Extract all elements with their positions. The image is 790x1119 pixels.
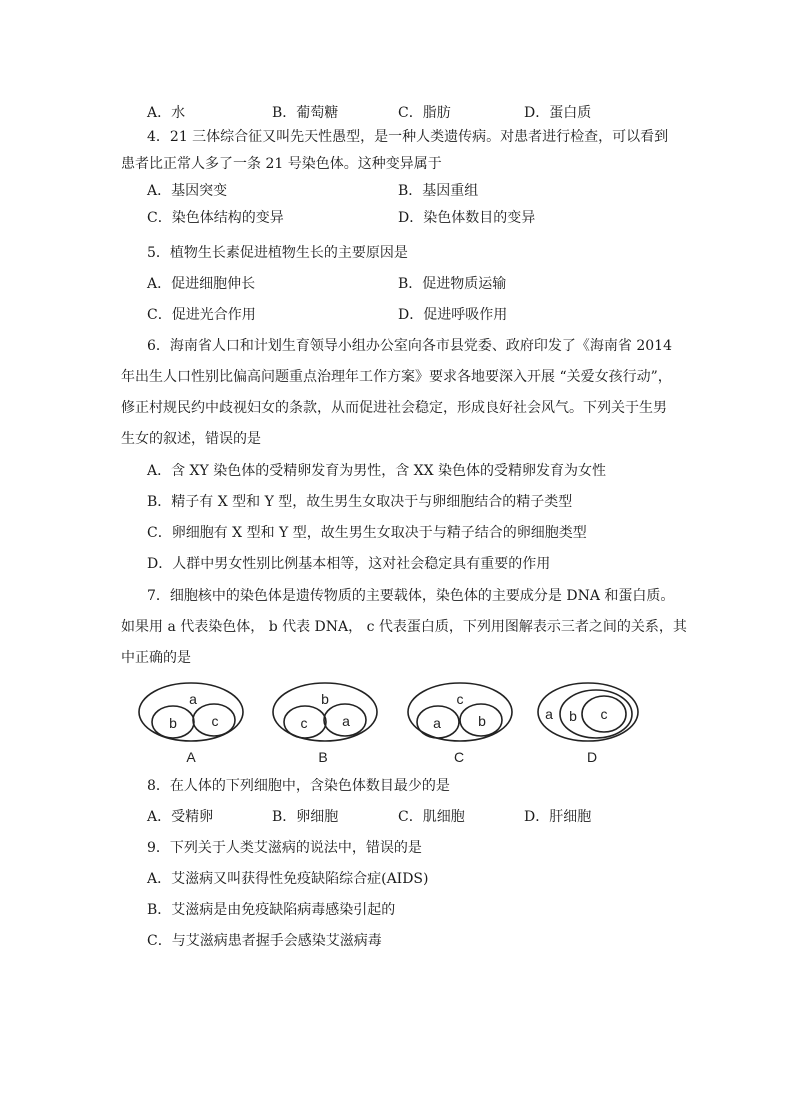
q8-option-d: D．肝细胞 bbox=[524, 809, 592, 825]
diagram-d-outer-ellipse bbox=[538, 683, 638, 741]
q6-stem-line-4: 生女的叙述，错误的是 bbox=[121, 431, 261, 447]
q8-option-c: C．肌细胞 bbox=[398, 809, 465, 825]
q6-option-d: D．人群中男女性别比例基本相等，这对社会稳定具有重要的作用 bbox=[147, 556, 551, 572]
q7-stem-line-3: 中正确的是 bbox=[121, 650, 191, 666]
q4-option-b: B．基因重组 bbox=[398, 183, 479, 199]
diagram-c-outer-label: c bbox=[456, 691, 464, 707]
q6-option-b: B．精子有 X 型和 Y 型，故生男生女取决于与卵细胞结合的精子类型 bbox=[147, 494, 573, 510]
q3-option-b: B．葡萄糖 bbox=[272, 105, 339, 121]
diagram-a-left-label: b bbox=[169, 715, 177, 731]
diagram-d-inner-label: c bbox=[600, 706, 608, 722]
q6-stem-line-3: 修正村规民约中歧视妇女的条款，从而促进社会稳定，形成良好社会风气。下列关于生男 bbox=[121, 400, 667, 416]
q6-stem-line-1: 6．海南省人口和计划生育领导小组办公室向各市县党委、政府印发了《海南省 2014 bbox=[147, 338, 672, 354]
q7-venn-diagrams bbox=[130, 676, 650, 768]
q4-option-a: A．基因突变 bbox=[147, 183, 228, 199]
diagram-b-right-label: a bbox=[342, 713, 350, 729]
diagram-b-label: B bbox=[318, 749, 328, 765]
q5-option-a: A．促进细胞伸长 bbox=[147, 276, 256, 292]
q9-option-b: B．艾滋病是由免疫缺陷病毒感染引起的 bbox=[147, 902, 396, 918]
q6-option-c: C．卵细胞有 X 型和 Y 型，故生男生女取决于与精子结合的卵细胞类型 bbox=[147, 525, 587, 541]
q5-option-b: B．促进物质运输 bbox=[398, 276, 507, 292]
diagram-d-label: D bbox=[586, 749, 598, 765]
q3-option-c: C．脂肪 bbox=[398, 105, 451, 121]
diagram-c-left-label: a bbox=[433, 715, 441, 731]
diagram-d-outer-label: a bbox=[545, 706, 553, 722]
q9-option-c: C．与艾滋病患者握手会感染艾滋病毒 bbox=[147, 933, 382, 949]
diagram-c-right-label: b bbox=[478, 713, 486, 729]
q4-option-d: D．染色体数目的变异 bbox=[398, 210, 536, 226]
q7-stem-line-1: 7．细胞核中的染色体是遗传物质的主要载体，染色体的主要成分是 DNA 和蛋白质。 bbox=[147, 588, 675, 604]
q9-option-a: A．艾滋病又叫获得性免疫缺陷综合症(AIDS) bbox=[147, 871, 429, 887]
q5-option-c: C．促进光合作用 bbox=[147, 307, 256, 323]
q4-option-c: C．染色体结构的变异 bbox=[147, 210, 284, 226]
q8-option-a: A．受精卵 bbox=[147, 809, 214, 825]
q4-stem-line-2: 患者比正常人多了一条 21 号染色体。这种变异属于 bbox=[121, 156, 442, 172]
q3-option-a: A．水 bbox=[147, 105, 186, 121]
q5-stem: 5．植物生长素促进植物生长的主要原因是 bbox=[147, 245, 408, 261]
q4-stem-line-1: 4．21 三体综合征又叫先天性愚型，是一种人类遗传病。对患者进行检查，可以看到 bbox=[147, 129, 669, 145]
diagram-b-outer-label: b bbox=[321, 691, 329, 707]
diagram-a-outer-label: a bbox=[189, 691, 197, 707]
diagram-d-middle-label: b bbox=[569, 708, 577, 724]
diagram-b-left-label: c bbox=[300, 715, 308, 731]
q6-option-a: A．含 XY 染色体的受精卵发育为男性，含 XX 染色体的受精卵发育为女性 bbox=[147, 463, 607, 479]
q7-stem-line-2: 如果用 a 代表染色体， b 代表 DNA， c 代表蛋白质，下列用图解表示三者之间的关系，其 bbox=[121, 619, 687, 635]
q3-option-d: D．蛋白质 bbox=[524, 105, 592, 121]
diagram-c-label: C bbox=[453, 749, 465, 765]
q8-stem: 8．在人体的下列细胞中，含染色体数目最少的是 bbox=[147, 778, 450, 794]
diagram-a-right-label: c bbox=[211, 713, 219, 729]
q5-option-d: D．促进呼吸作用 bbox=[398, 307, 508, 323]
diagram-a-label: A bbox=[186, 749, 196, 765]
q9-stem: 9．下列关于人类艾滋病的说法中，错误的是 bbox=[147, 840, 422, 856]
q6-stem-line-2: 年出生人口性别比偏高问题重点治理年工作方案》要求各地要深入开展 “关爱女孩行动”， bbox=[121, 369, 672, 385]
q8-option-b: B．卵细胞 bbox=[272, 809, 339, 825]
